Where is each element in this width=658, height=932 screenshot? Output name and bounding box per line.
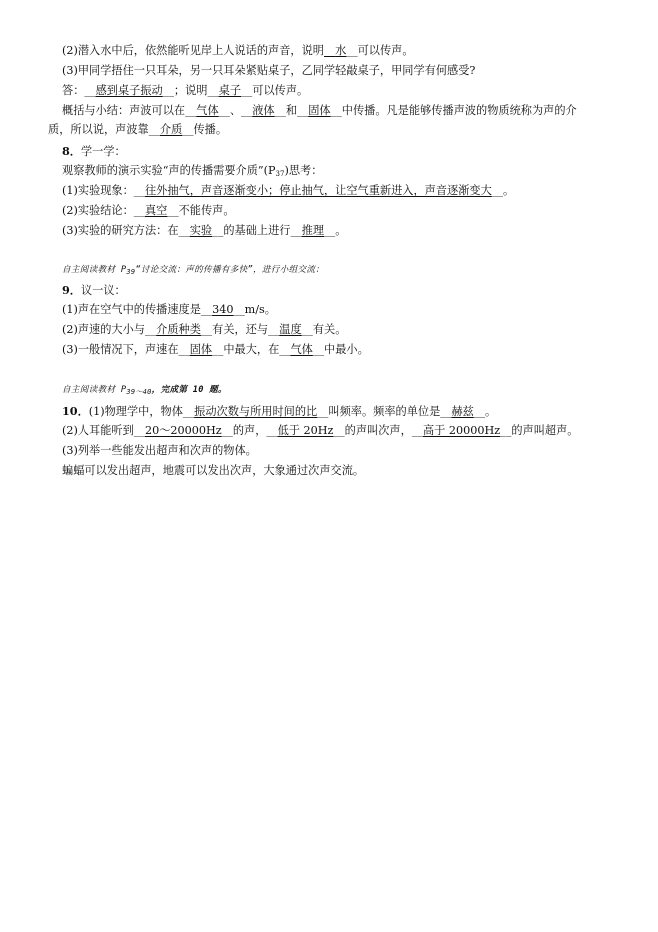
answer-340: 340 [212, 303, 234, 316]
answer-liquid: 液体 [252, 104, 275, 117]
line-observe: 观察教师的演示实验“声的传播需要介质$”(P_{37})$思考： [62, 164, 323, 178]
line-speed-compare: (3)一般情况下，声速在__固体__中最大，在__气体__中最小。 [62, 343, 369, 356]
answer-experiment: 实验 [189, 224, 213, 237]
line-q3-desk: (3)甲同学捂住一只耳朵，另一只耳朵紧贴桌子，乙同学轻敲桌子，甲同学有何感受? [62, 64, 476, 77]
line-speed-factors: (2)声速的大小与__介质种类__有关，还与__温度__有关。 [62, 323, 347, 336]
line-phenomenon: (1)实验现象：__往外抽气，声音逐渐变小；停止抽气，让空气重新进入，声音逐渐变大__。 [62, 184, 515, 197]
answer-frequency-def: 振动次数与所用时间的比 [194, 405, 318, 418]
answer-solid: 固体 [308, 104, 331, 117]
heading-8: 8．学一学： [62, 144, 126, 158]
line-speed-air: (1)声在空气中的传播速度是__340__m/s。 [62, 303, 276, 316]
answer-temperature: 温度 [279, 323, 302, 336]
reading-note-2: 自主阅读教材 $P_{39\sim 40}$，完成第 10 题。 [62, 385, 227, 396]
line-list-examples: (3)列举一些能发出超声和次声的物体。 [62, 444, 257, 457]
line-q2-underwater: (2)潜入水中后，依然能听见岸上人说话的声音，说明__水__可以传声。 [62, 44, 414, 57]
answer-medium-type: 介质种类 [156, 323, 201, 336]
answer-reasoning: 推理 [301, 224, 325, 237]
heading-9: 9．议一议： [62, 283, 126, 297]
answer-gas-min: 气体 [290, 343, 313, 356]
answer-medium: 介质 [159, 123, 183, 136]
line-method: (3)实验的研究方法：在__实验__的基础上进行__推理__。 [62, 224, 347, 237]
answer-above-20000: 高于 20000Hz [422, 424, 501, 437]
answer-gas: 气体 [196, 104, 219, 117]
answer-phenomenon: 往外抽气，声音逐渐变小；停止抽气，让空气重新进入，声音逐渐变大 [144, 184, 492, 197]
line-conclusion: (2)实验结论：__真空__不能传声。 [62, 204, 235, 217]
line-summary-1: 概括与小结：声波可以在__气体__、__液体__和__固体__中传播。凡是能够传播声波的物质统称为声的介 [62, 104, 577, 117]
answer-water: 水 [335, 44, 347, 57]
answer-feel-vibration: 感到桌子振动 [95, 84, 163, 97]
answer-below-20: 低于 20Hz [277, 424, 334, 437]
answer-vacuum: 真空 [144, 204, 168, 217]
line-summary-2: 质，所以说，声波靠__介质__传播。 [48, 123, 228, 136]
reading-note-1: 自主阅读教材 $P_{39}“$讨论交流：声的传播有多快”，进行小组交流： [62, 265, 325, 276]
line-frequency: 10．(1)物理学中，物体__振动次数与所用时间的比__叫频率。频率的单位是__赫兹__。 [62, 404, 497, 418]
line-hearing-range: (2)人耳能听到__20～20000Hz__的声，__低于 20Hz__的声叫次声，__高于 20000Hz__的声叫超声。 [62, 424, 579, 437]
answer-range: 20～20000Hz [144, 424, 222, 437]
line-answer-desk: 答：__感到桌子振动__；说明__桌子__可以传声。 [62, 84, 309, 97]
answer-solid-max: 固体 [189, 343, 213, 356]
answer-desk: 桌子 [218, 84, 242, 97]
line-examples-answer: 蝙蝠可以发出超声，地震可以发出次声，大象通过次声交流。 [62, 464, 365, 477]
answer-hertz: 赫兹 [451, 405, 474, 418]
